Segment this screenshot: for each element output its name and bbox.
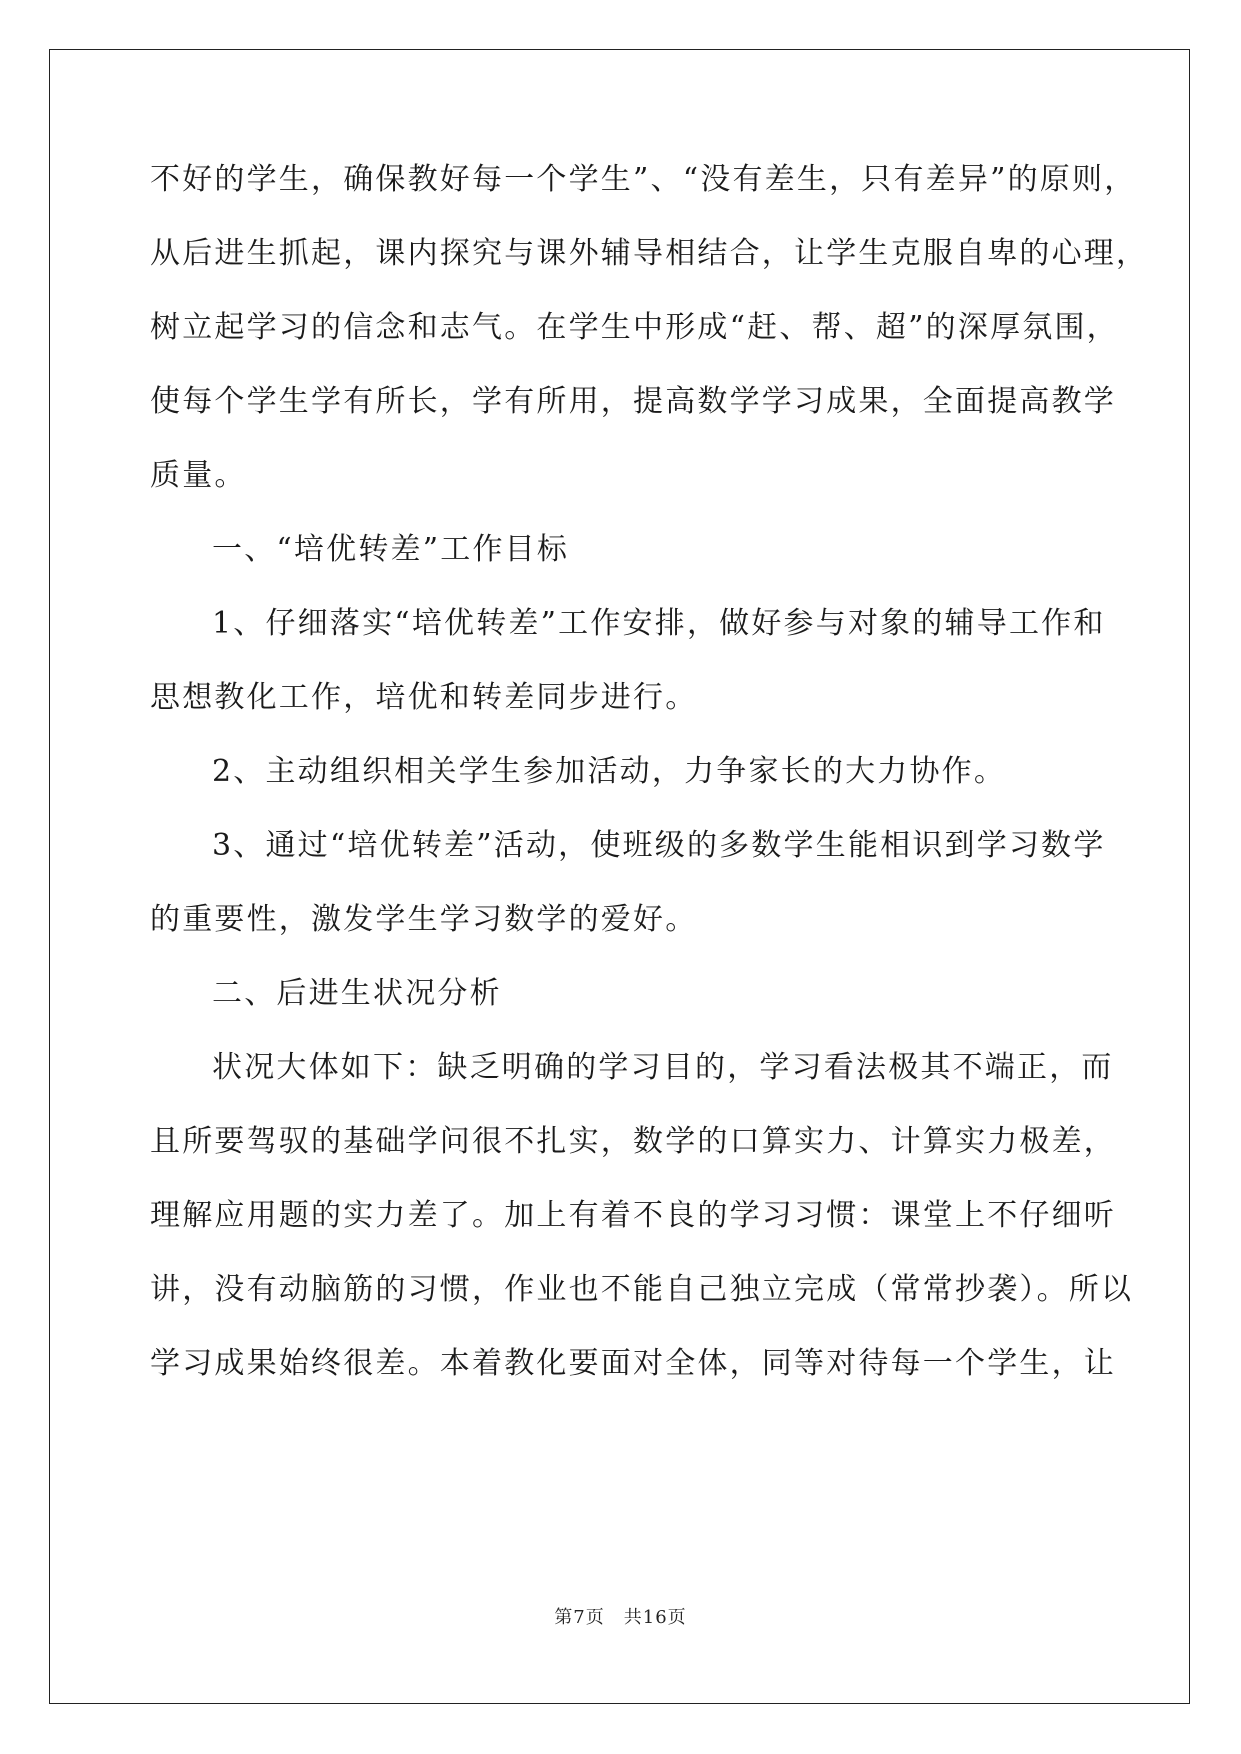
text-line: 的重要性，激发学生学习数学的爱好。 — [150, 902, 698, 937]
text-line: 不好的学生，确保教好每一个学生”、“没有差生，只有差异”的原则， — [150, 162, 1137, 197]
text-line: 理解应用题的实力差了。加上有着不良的学习习惯：课堂上不仔细听 — [150, 1198, 1116, 1233]
section-heading: 一、“培优转差”工作目标 — [212, 532, 570, 567]
text-line: 质量。 — [150, 458, 247, 493]
section-heading: 二、后进生状况分析 — [212, 976, 502, 1011]
page-number-footer: 第7页 共16页 — [554, 1607, 687, 1628]
text-line: 且所要驾驭的基础学问很不扎实，数学的口算实力、计算实力极差， — [150, 1124, 1116, 1159]
text-line: 讲，没有动脑筋的习惯，作业也不能自己独立完成（常常抄袭）。所以 — [150, 1272, 1134, 1307]
text-line: 状况大体如下：缺乏明确的学习目的，学习看法极其不端正，而 — [212, 1050, 1114, 1085]
text-line: 树立起学习的信念和志气。在学生中形成“赶、帮、超”的深厚氛围， — [150, 310, 1119, 345]
text-line: 学习成果始终很差。本着教化要面对全体，同等对待每一个学生，让 — [150, 1346, 1116, 1381]
text-line: 2、主动组织相关学生参加活动，力争家长的大力协作。 — [212, 754, 1007, 789]
page-border — [49, 49, 1190, 1704]
text-line: 从后进生抓起，课内探究与课外辅导相结合，让学生克服自卑的心理， — [150, 236, 1149, 271]
text-line: 思想教化工作，培优和转差同步进行。 — [150, 680, 698, 715]
text-line: 3、通过“培优转差”活动，使班级的多数学生能相识到学习数学 — [212, 828, 1106, 863]
text-line: 1、仔细落实“培优转差”工作安排，做好参与对象的辅导工作和 — [212, 606, 1106, 641]
text-line: 使每个学生学有所长，学有所用，提高数学学习成果，全面提高教学 — [150, 384, 1116, 419]
